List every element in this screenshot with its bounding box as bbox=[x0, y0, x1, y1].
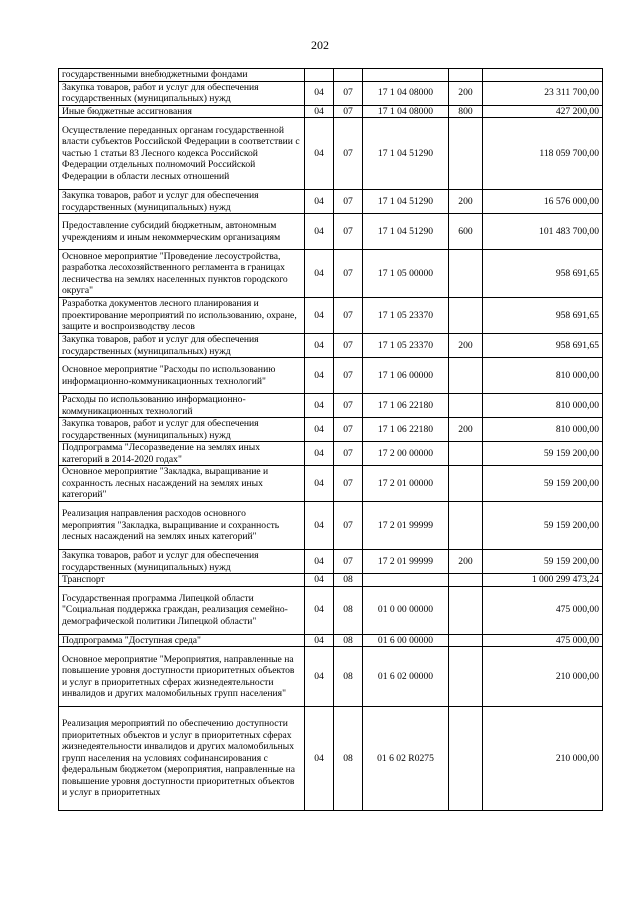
subsection-cell: 07 bbox=[334, 81, 363, 105]
section-cell: 04 bbox=[305, 394, 334, 418]
section-cell: 04 bbox=[305, 250, 334, 298]
subsection-cell: 07 bbox=[334, 442, 363, 466]
expense-type-cell bbox=[449, 394, 483, 418]
page-number: 202 bbox=[311, 38, 329, 52]
amount-cell: 59 159 200,00 bbox=[483, 502, 603, 550]
expense-name-cell: Основное мероприятие "Проведение лесоустройства, разработка лесохозяйственного регламента в границах лесничества на землях населенных пунктов городского округа" bbox=[59, 250, 305, 298]
amount-cell: 427 200,00 bbox=[483, 105, 603, 118]
table-row bbox=[59, 190, 603, 214]
table-row bbox=[59, 250, 603, 298]
expense-type-cell bbox=[449, 647, 483, 707]
expense-name-cell: Разработка документов лесного планирования и проектирование мероприятий по использованию, охране, защите и воспроизводству лесов bbox=[59, 298, 305, 334]
amount-cell: 16 576 000,00 bbox=[483, 190, 603, 214]
target-article-cell: 17 1 05 23370 bbox=[363, 334, 449, 358]
subsection-cell: 07 bbox=[334, 105, 363, 118]
subsection-cell: 08 bbox=[334, 574, 363, 587]
subsection-cell: 07 bbox=[334, 334, 363, 358]
amount-cell: 958 691,65 bbox=[483, 298, 603, 334]
subsection-cell: 07 bbox=[334, 250, 363, 298]
target-article-cell: 01 6 00 00000 bbox=[363, 634, 449, 647]
target-article-cell: 17 1 05 00000 bbox=[363, 250, 449, 298]
expense-name-cell: Реализация мероприятий по обеспечению доступности приоритетных объектов и услуг в приоритетных сферах жизнедеятельности инвалидов и других маломобильных групп населения на условиях софинансирования с федеральным бюджетом (мероприятия, направленные на повышение уровня доступности приоритетных объектов и услуг в приоритетных bbox=[59, 707, 305, 811]
expense-name-cell: Основное мероприятие "Мероприятия, направленные на повышение уровня доступности приоритетных объектов и услуг в приоритетных сферах жизнедеятельности инвалидов и других маломобильных групп населения" bbox=[59, 647, 305, 707]
expense-type-cell bbox=[449, 442, 483, 466]
expense-name-cell: Основное мероприятие "Закладка, выращивание и сохранность лесных насаждений на землях иных категорий" bbox=[59, 466, 305, 502]
expense-name-cell: Подпрограмма "Доступная среда" bbox=[59, 634, 305, 647]
target-article-cell: 17 1 06 22180 bbox=[363, 418, 449, 442]
target-article-cell: 01 6 02 00000 bbox=[363, 647, 449, 707]
table-row bbox=[59, 214, 603, 250]
expense-type-cell: 200 bbox=[449, 550, 483, 574]
section-cell: 04 bbox=[305, 586, 334, 634]
target-article-cell: 01 0 00 00000 bbox=[363, 586, 449, 634]
section-cell: 04 bbox=[305, 707, 334, 811]
table-row bbox=[59, 647, 603, 707]
amount-cell: 475 000,00 bbox=[483, 586, 603, 634]
expense-type-cell: 200 bbox=[449, 190, 483, 214]
expense-type-cell bbox=[449, 634, 483, 647]
section-cell: 04 bbox=[305, 502, 334, 550]
table-row bbox=[59, 418, 603, 442]
target-article-cell: 17 1 06 22180 bbox=[363, 394, 449, 418]
section-cell: 04 bbox=[305, 442, 334, 466]
section-cell: 04 bbox=[305, 647, 334, 707]
target-article-cell: 17 1 06 00000 bbox=[363, 358, 449, 394]
budget-table bbox=[58, 68, 603, 811]
expense-type-cell: 200 bbox=[449, 418, 483, 442]
expense-name-cell: Государственная программа Липецкой области "Социальная поддержка граждан, реализация семейно-демографической политики Липецкой области" bbox=[59, 586, 305, 634]
amount-cell: 23 311 700,00 bbox=[483, 81, 603, 105]
table-row bbox=[59, 707, 603, 811]
expense-type-cell: 600 bbox=[449, 214, 483, 250]
target-article-cell: 17 2 00 00000 bbox=[363, 442, 449, 466]
expense-name-cell: Закупка товаров, работ и услуг для обеспечения государственных (муниципальных) нужд bbox=[59, 81, 305, 105]
expense-name-cell: Основное мероприятие "Расходы по использованию информационно-коммуникационных технологий" bbox=[59, 358, 305, 394]
subsection-cell: 07 bbox=[334, 118, 363, 190]
section-cell: 04 bbox=[305, 81, 334, 105]
expense-name-cell: Расходы по использованию информационно-коммуникационных технологий bbox=[59, 394, 305, 418]
target-article-cell: 17 2 01 00000 bbox=[363, 466, 449, 502]
amount-cell: 210 000,00 bbox=[483, 647, 603, 707]
expense-type-cell bbox=[449, 250, 483, 298]
amount-cell: 118 059 700,00 bbox=[483, 118, 603, 190]
expense-type-cell bbox=[449, 358, 483, 394]
expense-type-cell bbox=[449, 69, 483, 82]
table-row bbox=[59, 69, 603, 82]
table-row bbox=[59, 298, 603, 334]
expense-type-cell bbox=[449, 466, 483, 502]
section-cell: 04 bbox=[305, 634, 334, 647]
table-row bbox=[59, 634, 603, 647]
table-row bbox=[59, 502, 603, 550]
section-cell bbox=[305, 69, 334, 82]
section-cell: 04 bbox=[305, 358, 334, 394]
subsection-cell: 08 bbox=[334, 707, 363, 811]
expense-name-cell: Закупка товаров, работ и услуг для обеспечения государственных (муниципальных) нужд bbox=[59, 190, 305, 214]
table-row bbox=[59, 442, 603, 466]
table-row bbox=[59, 574, 603, 587]
amount-cell: 1 000 299 473,24 bbox=[483, 574, 603, 587]
target-article-cell: 17 2 01 99999 bbox=[363, 502, 449, 550]
section-cell: 04 bbox=[305, 466, 334, 502]
amount-cell: 101 483 700,00 bbox=[483, 214, 603, 250]
expense-name-cell: Транспорт bbox=[59, 574, 305, 587]
section-cell: 04 bbox=[305, 214, 334, 250]
section-cell: 04 bbox=[305, 118, 334, 190]
section-cell: 04 bbox=[305, 334, 334, 358]
table-row bbox=[59, 358, 603, 394]
section-cell: 04 bbox=[305, 574, 334, 587]
target-article-cell: 01 6 02 R0275 bbox=[363, 707, 449, 811]
target-article-cell: 17 1 04 51290 bbox=[363, 214, 449, 250]
target-article-cell: 17 1 04 08000 bbox=[363, 105, 449, 118]
subsection-cell: 07 bbox=[334, 214, 363, 250]
amount-cell: 210 000,00 bbox=[483, 707, 603, 811]
expense-type-cell: 200 bbox=[449, 334, 483, 358]
expense-name-cell: Закупка товаров, работ и услуг для обеспечения государственных (муниципальных) нужд bbox=[59, 550, 305, 574]
subsection-cell: 07 bbox=[334, 466, 363, 502]
amount-cell: 475 000,00 bbox=[483, 634, 603, 647]
expense-type-cell bbox=[449, 586, 483, 634]
table-row bbox=[59, 105, 603, 118]
amount-cell: 958 691,65 bbox=[483, 250, 603, 298]
section-cell: 04 bbox=[305, 190, 334, 214]
subsection-cell: 07 bbox=[334, 298, 363, 334]
target-article-cell: 17 1 05 23370 bbox=[363, 298, 449, 334]
table-row bbox=[59, 81, 603, 105]
table-row bbox=[59, 550, 603, 574]
amount-cell: 59 159 200,00 bbox=[483, 466, 603, 502]
table-row bbox=[59, 466, 603, 502]
table-row bbox=[59, 586, 603, 634]
expense-name-cell: государственными внебюджетными фондами bbox=[59, 69, 305, 82]
subsection-cell: 08 bbox=[334, 634, 363, 647]
target-article-cell bbox=[363, 574, 449, 587]
expense-type-cell bbox=[449, 707, 483, 811]
subsection-cell: 07 bbox=[334, 190, 363, 214]
table-row bbox=[59, 394, 603, 418]
table-row bbox=[59, 118, 603, 190]
section-cell: 04 bbox=[305, 105, 334, 118]
expense-name-cell: Закупка товаров, работ и услуг для обеспечения государственных (муниципальных) нужд bbox=[59, 334, 305, 358]
expense-type-cell bbox=[449, 502, 483, 550]
amount-cell: 59 159 200,00 bbox=[483, 550, 603, 574]
target-article-cell: 17 1 04 51290 bbox=[363, 118, 449, 190]
expense-name-cell: Иные бюджетные ассигнования bbox=[59, 105, 305, 118]
expense-type-cell bbox=[449, 574, 483, 587]
subsection-cell: 08 bbox=[334, 586, 363, 634]
expense-name-cell: Предоставление субсидий бюджетным, автономным учреждениям и иным некоммерческим организациям bbox=[59, 214, 305, 250]
amount-cell bbox=[483, 69, 603, 82]
target-article-cell bbox=[363, 69, 449, 82]
expense-name-cell: Подпрограмма "Лесоразведение на землях иных категорий в 2014-2020 годах" bbox=[59, 442, 305, 466]
expense-type-cell bbox=[449, 118, 483, 190]
subsection-cell: 07 bbox=[334, 550, 363, 574]
expense-name-cell: Осуществление переданных органам государственной власти субъектов Российской Федерации в соответствии с частью 1 статьи 83 Лесного кодекса Российской Федерации отдельных полномочий Российской Федерации в области лесных отношений bbox=[59, 118, 305, 190]
expense-type-cell: 800 bbox=[449, 105, 483, 118]
section-cell: 04 bbox=[305, 298, 334, 334]
amount-cell: 810 000,00 bbox=[483, 394, 603, 418]
target-article-cell: 17 1 04 08000 bbox=[363, 81, 449, 105]
target-article-cell: 17 2 01 99999 bbox=[363, 550, 449, 574]
expense-type-cell: 200 bbox=[449, 81, 483, 105]
amount-cell: 59 159 200,00 bbox=[483, 442, 603, 466]
subsection-cell: 07 bbox=[334, 394, 363, 418]
subsection-cell: 08 bbox=[334, 647, 363, 707]
subsection-cell: 07 bbox=[334, 502, 363, 550]
expense-name-cell: Реализация направления расходов основного мероприятия "Закладка, выращивание и сохранность лесных насаждений на землях иных категорий" bbox=[59, 502, 305, 550]
amount-cell: 810 000,00 bbox=[483, 418, 603, 442]
table-row bbox=[59, 334, 603, 358]
section-cell: 04 bbox=[305, 550, 334, 574]
amount-cell: 810 000,00 bbox=[483, 358, 603, 394]
section-cell: 04 bbox=[305, 418, 334, 442]
budget-table-body bbox=[59, 69, 603, 811]
subsection-cell bbox=[334, 69, 363, 82]
target-article-cell: 17 1 04 51290 bbox=[363, 190, 449, 214]
subsection-cell: 07 bbox=[334, 358, 363, 394]
amount-cell: 958 691,65 bbox=[483, 334, 603, 358]
subsection-cell: 07 bbox=[334, 418, 363, 442]
expense-type-cell bbox=[449, 298, 483, 334]
expense-name-cell: Закупка товаров, работ и услуг для обеспечения государственных (муниципальных) нужд bbox=[59, 418, 305, 442]
